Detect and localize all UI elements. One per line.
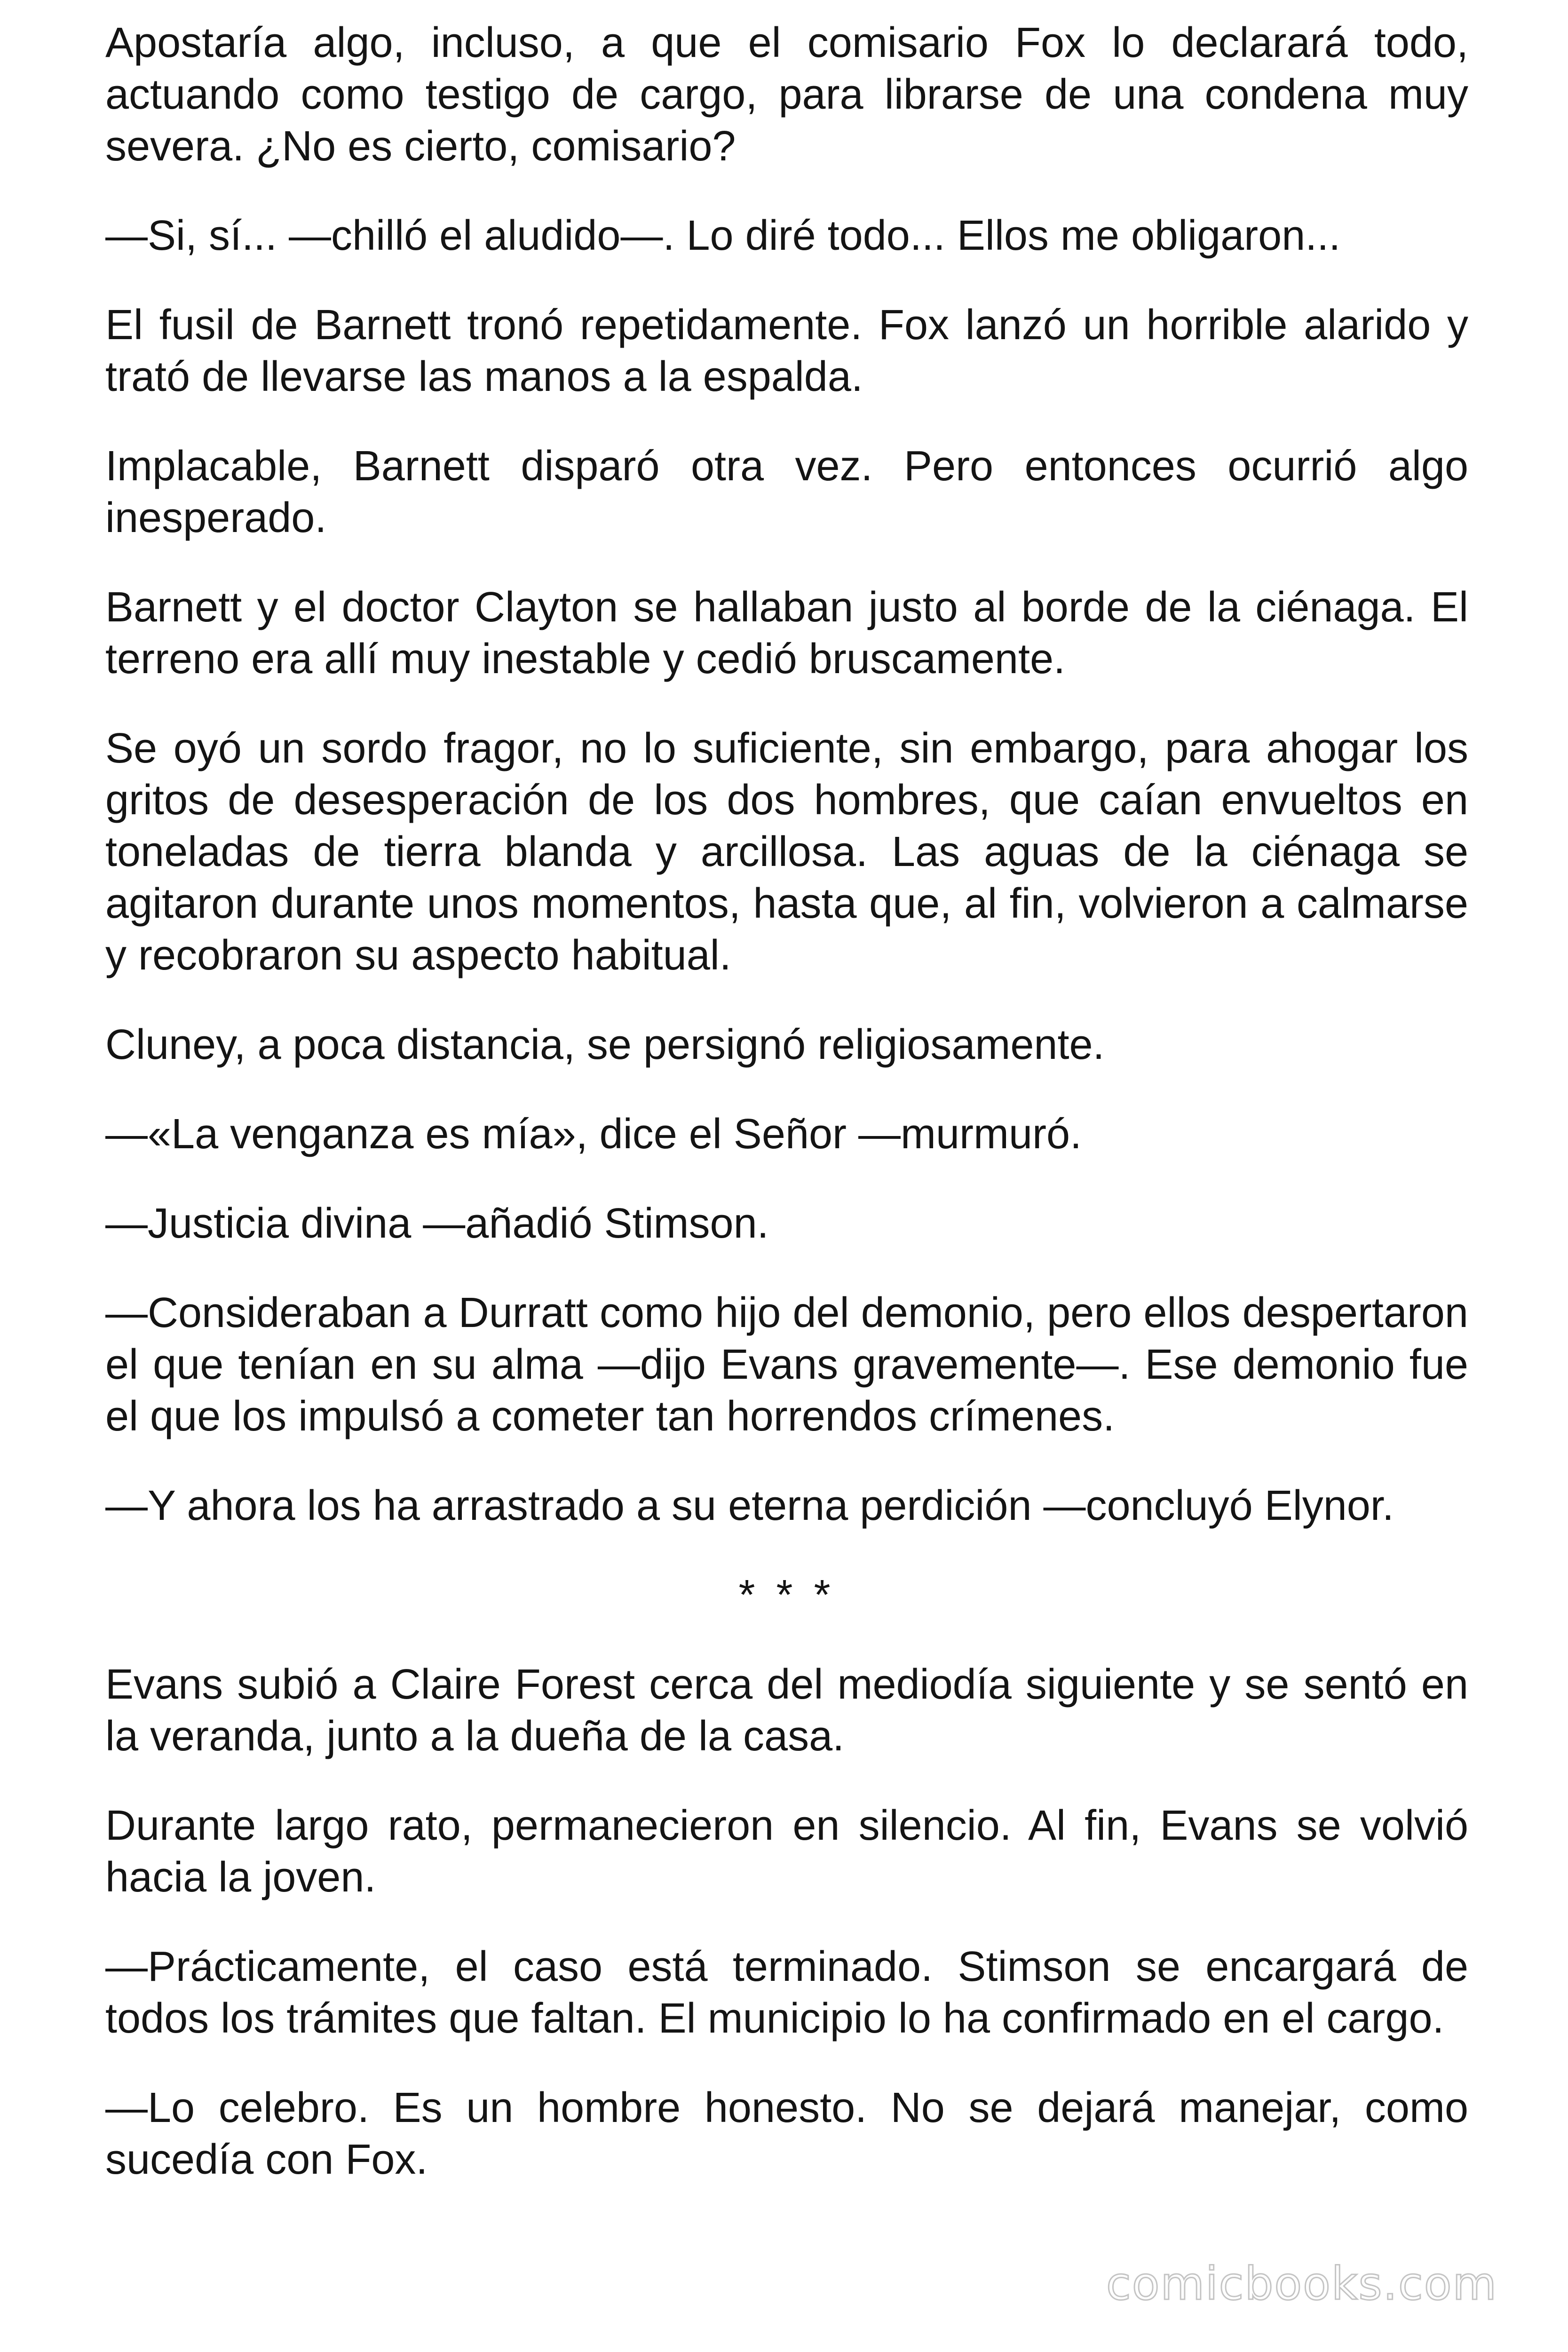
- paragraph: —Y ahora los ha arrastrado a su eterna perdición —concluyó Elynor.: [105, 1482, 1394, 1529]
- paragraph: —«La venganza es mía», dice el Señor —murmuró.: [105, 1111, 1082, 1158]
- watermark-logo: comicbooks.com: [1106, 2257, 1497, 2310]
- paragraph: Evans subió a Claire Forest cerca del mediodía siguiente y se sentó en la veranda, junto a la dueña de la casa.: [105, 1661, 1468, 1760]
- paragraph: —Consideraban a Durratt como hijo del demonio, pero ellos despertaron el que tenían en su alma —dijo Evans gravemente—. Ese demonio fue el que los impulsó a cometer tan horrendos crímenes.: [105, 1289, 1468, 1440]
- paragraph: Durante largo rato, permanecieron en silencio. Al fin, Evans se volvió hacia la joven.: [105, 1802, 1468, 1901]
- paragraph: Barnett y el doctor Clayton se hallaban justo al borde de la ciénaga. El terreno era allí muy inestable y cedió bruscamente.: [105, 584, 1468, 683]
- paragraph: —Prácticamente, el caso está terminado. Stimson se encargará de todos los trámites que faltan. El municipio lo ha confirmado en el cargo.: [105, 1943, 1468, 2042]
- paragraph: Implacable, Barnett disparó otra vez. Pero entonces ocurrió algo inesperado.: [105, 443, 1468, 541]
- paragraph: El fusil de Barnett tronó repetidamente. Fox lanzó un horrible alarido y trató de llevarse las manos a la espalda.: [105, 302, 1468, 400]
- paragraph: —Si, sí... —chilló el aludido—. Lo diré todo... Ellos me obligaron...: [105, 212, 1341, 259]
- paragraph: Se oyó un sordo fragor, no lo suficiente, sin embargo, para ahogar los gritos de desesperación de los dos hombres, que caían envueltos en toneladas de tierra blanda y arcillosa. Las aguas de la ciénaga se agitaron durante unos momentos, hasta que, al fin, volvieron a calmarse y recobraron su aspecto habitual.: [105, 725, 1468, 979]
- paragraph: Cluney, a poca distancia, se persignó religiosamente.: [105, 1021, 1105, 1068]
- paragraph: Apostaría algo, incluso, a que el comisario Fox lo declarará todo, actuando como testigo de cargo, para librarse de una condena muy severa. ¿No es cierto, comisario?: [105, 19, 1468, 170]
- scene-separator: * * *: [738, 1572, 835, 1619]
- paragraph: —Lo celebro. Es un hombre honesto. No se dejará manejar, como sucedía con Fox.: [105, 2084, 1468, 2183]
- paragraph: —Justicia divina —añadió Stimson.: [105, 1200, 769, 1247]
- page-body: [105, 17, 1468, 2223]
